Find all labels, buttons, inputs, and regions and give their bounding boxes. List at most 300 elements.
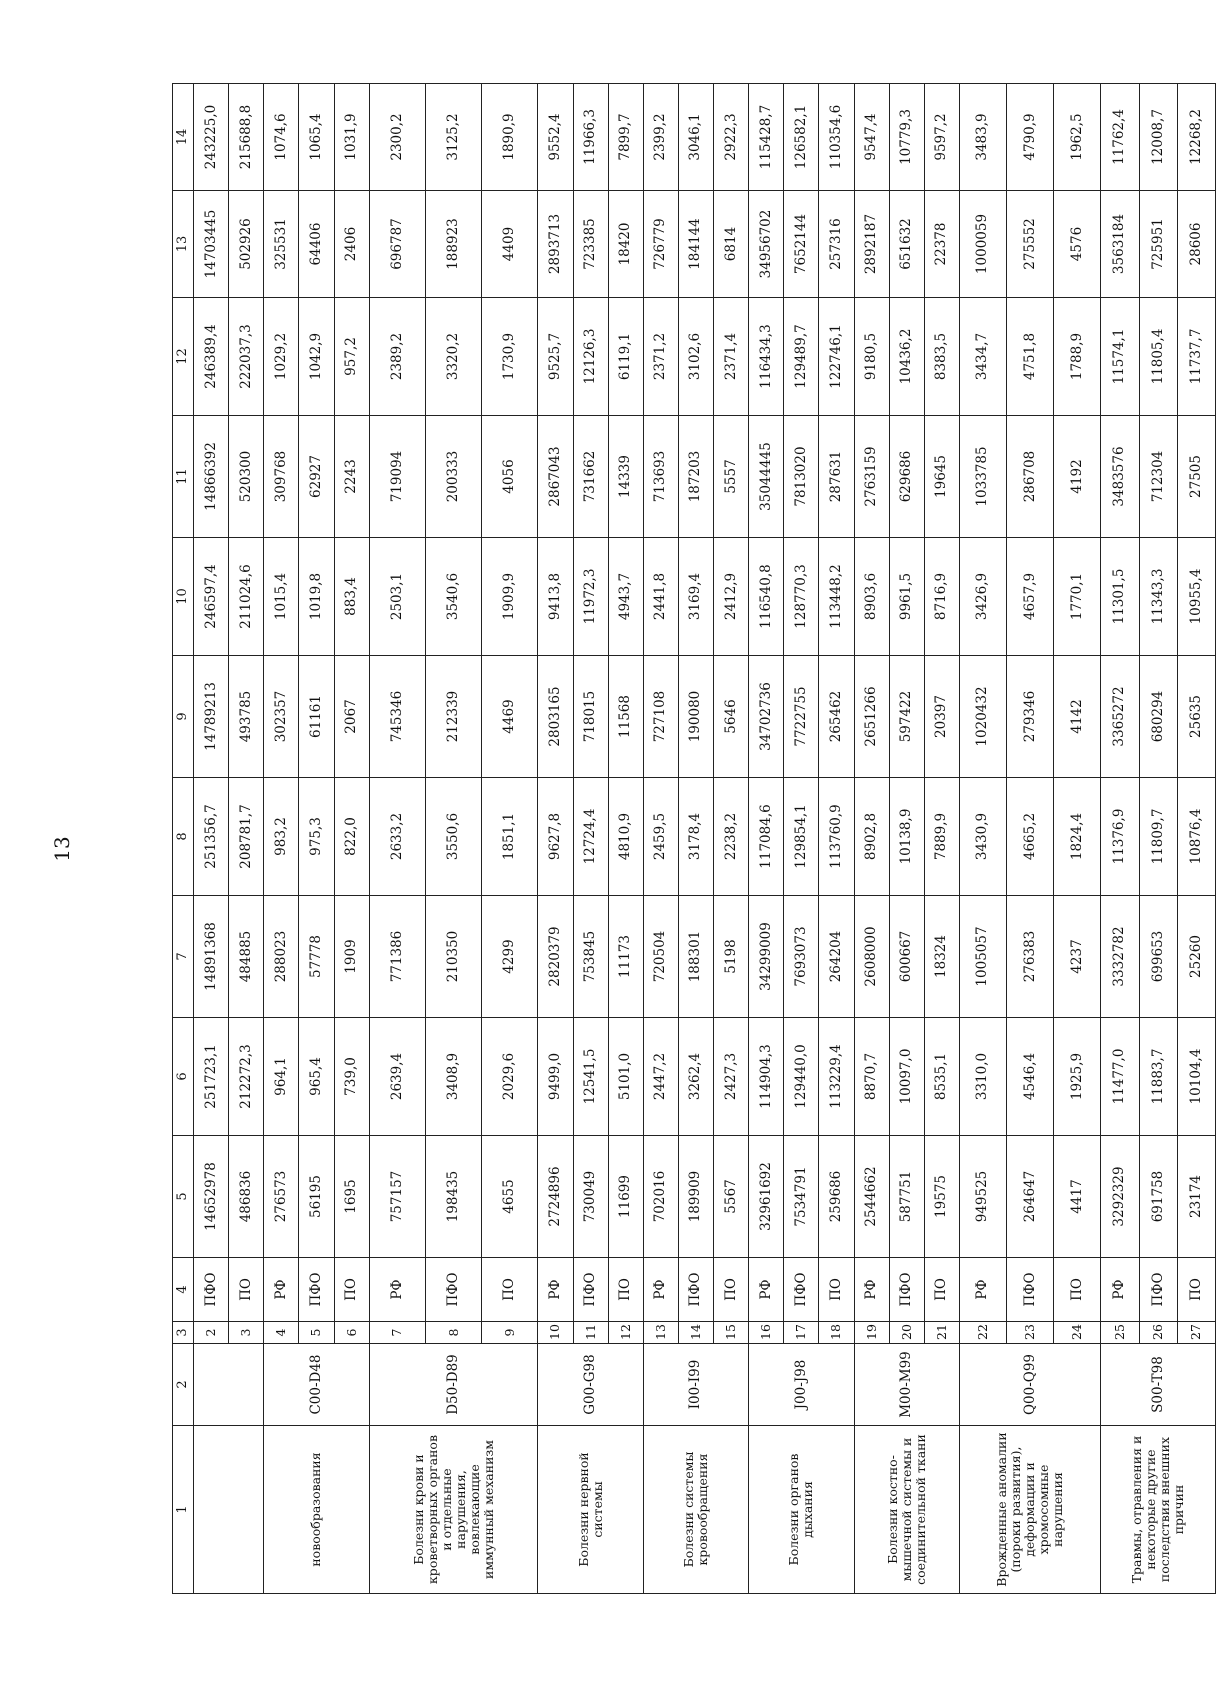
value-cell: 486836 xyxy=(229,1136,264,1258)
value-cell: 739,0 xyxy=(334,1018,369,1136)
value-cell: 1065,4 xyxy=(299,84,334,191)
value-cell: 265462 xyxy=(819,656,854,778)
value-cell: 1695 xyxy=(334,1136,369,1258)
region-label: ПФО xyxy=(194,1258,229,1322)
value-cell: 3178,4 xyxy=(678,778,713,896)
table-row xyxy=(194,84,229,1594)
column-number-header: 13 xyxy=(173,191,194,298)
statistics-table xyxy=(172,83,1216,1594)
value-cell: 200333 xyxy=(425,416,481,538)
value-cell: 3310,0 xyxy=(959,1018,1006,1136)
value-cell: 6119,1 xyxy=(608,298,643,416)
region-label: ПФО xyxy=(678,1258,713,1322)
row-number: 10 xyxy=(538,1322,573,1344)
value-cell: 2922,3 xyxy=(714,84,749,191)
value-cell: 2067 xyxy=(334,656,369,778)
row-number: 20 xyxy=(889,1322,924,1344)
value-cell: 129440,0 xyxy=(784,1018,819,1136)
row-number: 21 xyxy=(924,1322,959,1344)
row-number: 27 xyxy=(1177,1322,1215,1344)
value-cell: 9499,0 xyxy=(538,1018,573,1136)
region-label: ПО xyxy=(1177,1258,1215,1322)
value-cell: 7889,9 xyxy=(924,778,959,896)
value-cell: 198435 xyxy=(425,1136,481,1258)
value-cell: 23174 xyxy=(1177,1136,1215,1258)
value-cell: 1824,4 xyxy=(1054,778,1101,896)
value-cell: 14891368 xyxy=(194,896,229,1018)
region-label: ПО xyxy=(714,1258,749,1322)
value-cell: 11301,5 xyxy=(1101,538,1139,656)
icd-code: I00-I99 xyxy=(643,1344,748,1426)
value-cell: 188301 xyxy=(678,896,713,1018)
value-cell: 699653 xyxy=(1139,896,1177,1018)
column-number-header: 9 xyxy=(173,656,194,778)
value-cell: 4943,7 xyxy=(608,538,643,656)
value-cell: 4810,9 xyxy=(608,778,643,896)
value-cell: 771386 xyxy=(369,896,425,1018)
table-row xyxy=(959,84,1006,1594)
value-cell: 1005057 xyxy=(959,896,1006,1018)
value-cell: 727108 xyxy=(643,656,678,778)
value-cell: 14652978 xyxy=(194,1136,229,1258)
value-cell: 4237 xyxy=(1054,896,1101,1018)
row-number: 2 xyxy=(194,1322,229,1344)
value-cell: 718015 xyxy=(573,656,608,778)
region-label: РФ xyxy=(369,1258,425,1322)
value-cell: 129854,1 xyxy=(784,778,819,896)
value-cell: 257316 xyxy=(819,191,854,298)
disease-class-name: Болезни системы кровообращения xyxy=(643,1426,748,1594)
value-cell: 4299 xyxy=(482,896,538,1018)
value-cell: 1909 xyxy=(334,896,369,1018)
value-cell: 18420 xyxy=(608,191,643,298)
value-cell: 2893713 xyxy=(538,191,573,298)
icd-code: C00-D48 xyxy=(264,1344,369,1426)
value-cell: 2447,2 xyxy=(643,1018,678,1136)
value-cell: 243225,0 xyxy=(194,84,229,191)
value-cell: 1851,1 xyxy=(482,778,538,896)
value-cell: 484885 xyxy=(229,896,264,1018)
value-cell: 2544662 xyxy=(854,1136,889,1258)
value-cell: 251356,7 xyxy=(194,778,229,896)
value-cell: 2238,2 xyxy=(714,778,749,896)
value-cell: 1033785 xyxy=(959,416,1006,538)
value-cell: 115428,7 xyxy=(749,84,784,191)
value-cell: 32961692 xyxy=(749,1136,784,1258)
region-label: ПО xyxy=(924,1258,959,1322)
value-cell: 5646 xyxy=(714,656,749,778)
value-cell: 222037,3 xyxy=(229,298,264,416)
value-cell: 696787 xyxy=(369,191,425,298)
value-cell: 286708 xyxy=(1007,416,1054,538)
value-cell: 10138,9 xyxy=(889,778,924,896)
region-label: ПО xyxy=(334,1258,369,1322)
value-cell: 9180,5 xyxy=(854,298,889,416)
value-cell: 730049 xyxy=(573,1136,608,1258)
value-cell: 10779,3 xyxy=(889,84,924,191)
value-cell: 1042,9 xyxy=(299,298,334,416)
value-cell: 2412,9 xyxy=(714,538,749,656)
value-cell: 126582,1 xyxy=(784,84,819,191)
value-cell: 302357 xyxy=(264,656,299,778)
value-cell: 7899,7 xyxy=(608,84,643,191)
column-number-header: 1 xyxy=(173,1426,194,1594)
region-label: РФ xyxy=(1101,1258,1139,1322)
value-cell: 3332782 xyxy=(1101,896,1139,1018)
value-cell: 2639,4 xyxy=(369,1018,425,1136)
row-number: 14 xyxy=(678,1322,713,1344)
value-cell: 4056 xyxy=(482,416,538,538)
value-cell: 8903,6 xyxy=(854,538,889,656)
value-cell: 1019,8 xyxy=(299,538,334,656)
region-label: ПО xyxy=(608,1258,643,1322)
row-number: 13 xyxy=(643,1322,678,1344)
value-cell: 9552,4 xyxy=(538,84,573,191)
table-row xyxy=(643,84,678,1594)
table-row xyxy=(854,84,889,1594)
row-number: 16 xyxy=(749,1322,784,1344)
value-cell: 11737,7 xyxy=(1177,298,1215,416)
value-cell: 11568 xyxy=(608,656,643,778)
value-cell: 14339 xyxy=(608,416,643,538)
value-cell: 309768 xyxy=(264,416,299,538)
value-cell: 128770,3 xyxy=(784,538,819,656)
value-cell: 9961,5 xyxy=(889,538,924,656)
value-cell: 4546,4 xyxy=(1007,1018,1054,1136)
value-cell: 10097,0 xyxy=(889,1018,924,1136)
value-cell: 1730,9 xyxy=(482,298,538,416)
value-cell: 2820379 xyxy=(538,896,573,1018)
value-cell: 3169,4 xyxy=(678,538,713,656)
column-number-header: 6 xyxy=(173,1018,194,1136)
value-cell: 9413,8 xyxy=(538,538,573,656)
value-cell: 279346 xyxy=(1007,656,1054,778)
value-cell: 702016 xyxy=(643,1136,678,1258)
region-label: РФ xyxy=(538,1258,573,1322)
value-cell: 113760,9 xyxy=(819,778,854,896)
value-cell: 3125,2 xyxy=(425,84,481,191)
value-cell: 8383,5 xyxy=(924,298,959,416)
value-cell: 4409 xyxy=(482,191,538,298)
disease-class-name: Врожденные аномалии (пороки развития), деформации и хромосомные нарушения xyxy=(959,1426,1101,1594)
region-label: РФ xyxy=(959,1258,1006,1322)
value-cell: 4657,9 xyxy=(1007,538,1054,656)
value-cell: 629686 xyxy=(889,416,924,538)
value-cell: 259686 xyxy=(819,1136,854,1258)
column-number-header: 12 xyxy=(173,298,194,416)
value-cell: 726779 xyxy=(643,191,678,298)
value-cell: 1000059 xyxy=(959,191,1006,298)
value-cell: 188923 xyxy=(425,191,481,298)
value-cell: 25635 xyxy=(1177,656,1215,778)
value-cell: 189909 xyxy=(678,1136,713,1258)
table-row xyxy=(538,84,573,1594)
value-cell: 64406 xyxy=(299,191,334,298)
value-cell: 246597,4 xyxy=(194,538,229,656)
value-cell: 12541,5 xyxy=(573,1018,608,1136)
value-cell: 11972,3 xyxy=(573,538,608,656)
value-cell: 680294 xyxy=(1139,656,1177,778)
value-cell: 822,0 xyxy=(334,778,369,896)
disease-class-name: Болезни костно-мышечной системы и соединительной ткани xyxy=(854,1426,959,1594)
value-cell: 1962,5 xyxy=(1054,84,1101,191)
row-number: 19 xyxy=(854,1322,889,1344)
region-label: ПФО xyxy=(889,1258,924,1322)
region-label: ПФО xyxy=(573,1258,608,1322)
icd-code xyxy=(194,1344,264,1426)
row-number: 6 xyxy=(334,1322,369,1344)
value-cell: 61161 xyxy=(299,656,334,778)
icd-code: J00-J98 xyxy=(749,1344,854,1426)
region-label: ПО xyxy=(1054,1258,1101,1322)
value-cell: 2300,2 xyxy=(369,84,425,191)
value-cell: 25260 xyxy=(1177,896,1215,1018)
value-cell: 1020432 xyxy=(959,656,1006,778)
value-cell: 1788,9 xyxy=(1054,298,1101,416)
value-cell: 3550,6 xyxy=(425,778,481,896)
value-cell: 62927 xyxy=(299,416,334,538)
value-cell: 276573 xyxy=(264,1136,299,1258)
value-cell: 719094 xyxy=(369,416,425,538)
value-cell: 757157 xyxy=(369,1136,425,1258)
value-cell: 34956702 xyxy=(749,191,784,298)
column-number-header: 7 xyxy=(173,896,194,1018)
value-cell: 215688,8 xyxy=(229,84,264,191)
value-cell: 7534791 xyxy=(784,1136,819,1258)
value-cell: 883,4 xyxy=(334,538,369,656)
value-cell: 4417 xyxy=(1054,1136,1101,1258)
region-label: ПО xyxy=(819,1258,854,1322)
row-number: 12 xyxy=(608,1322,643,1344)
region-label: ПФО xyxy=(1007,1258,1054,1322)
row-number: 26 xyxy=(1139,1322,1177,1344)
row-number: 18 xyxy=(819,1322,854,1344)
value-cell: 7693073 xyxy=(784,896,819,1018)
column-number-header: 3 xyxy=(173,1322,194,1344)
icd-code: M00-M99 xyxy=(854,1344,959,1426)
value-cell: 10876,4 xyxy=(1177,778,1215,896)
value-cell: 1029,2 xyxy=(264,298,299,416)
row-number: 9 xyxy=(482,1322,538,1344)
region-label: ПО xyxy=(482,1258,538,1322)
value-cell: 117084,6 xyxy=(749,778,784,896)
value-cell: 745346 xyxy=(369,656,425,778)
value-cell: 975,3 xyxy=(299,778,334,896)
value-cell: 5101,0 xyxy=(608,1018,643,1136)
value-cell: 720504 xyxy=(643,896,678,1018)
value-cell: 14866392 xyxy=(194,416,229,538)
row-number: 5 xyxy=(299,1322,334,1344)
value-cell: 14789213 xyxy=(194,656,229,778)
value-cell: 28606 xyxy=(1177,191,1215,298)
value-cell: 3408,9 xyxy=(425,1018,481,1136)
value-cell: 11762,4 xyxy=(1101,84,1139,191)
region-label: РФ xyxy=(854,1258,889,1322)
value-cell: 2243 xyxy=(334,416,369,538)
value-cell: 110354,6 xyxy=(819,84,854,191)
row-number: 23 xyxy=(1007,1322,1054,1344)
region-label: РФ xyxy=(264,1258,299,1322)
table-row xyxy=(749,84,784,1594)
value-cell: 3292329 xyxy=(1101,1136,1139,1258)
value-cell: 287631 xyxy=(819,416,854,538)
value-cell: 4751,8 xyxy=(1007,298,1054,416)
value-cell: 10104,4 xyxy=(1177,1018,1215,1136)
value-cell: 731662 xyxy=(573,416,608,538)
value-cell: 20397 xyxy=(924,656,959,778)
value-cell: 9547,4 xyxy=(854,84,889,191)
icd-code: G00-G98 xyxy=(538,1344,643,1426)
value-cell: 11966,3 xyxy=(573,84,608,191)
value-cell: 116434,3 xyxy=(749,298,784,416)
row-number: 24 xyxy=(1054,1322,1101,1344)
value-cell: 14703445 xyxy=(194,191,229,298)
value-cell: 9597,2 xyxy=(924,84,959,191)
column-number-header: 11 xyxy=(173,416,194,538)
value-cell: 597422 xyxy=(889,656,924,778)
value-cell: 264647 xyxy=(1007,1136,1054,1258)
value-cell: 8870,7 xyxy=(854,1018,889,1136)
value-cell: 4576 xyxy=(1054,191,1101,298)
value-cell: 275552 xyxy=(1007,191,1054,298)
value-cell: 11883,7 xyxy=(1139,1018,1177,1136)
value-cell: 3434,7 xyxy=(959,298,1006,416)
value-cell: 276383 xyxy=(1007,896,1054,1018)
value-cell: 7813020 xyxy=(784,416,819,538)
value-cell: 4469 xyxy=(482,656,538,778)
region-label: ПФО xyxy=(1139,1258,1177,1322)
value-cell: 246389,4 xyxy=(194,298,229,416)
row-number: 17 xyxy=(784,1322,819,1344)
value-cell: 264204 xyxy=(819,896,854,1018)
value-cell: 2651266 xyxy=(854,656,889,778)
value-cell: 983,2 xyxy=(264,778,299,896)
value-cell: 184144 xyxy=(678,191,713,298)
value-cell: 493785 xyxy=(229,656,264,778)
value-cell: 2608000 xyxy=(854,896,889,1018)
value-cell: 753845 xyxy=(573,896,608,1018)
value-cell: 587751 xyxy=(889,1136,924,1258)
value-cell: 8902,8 xyxy=(854,778,889,896)
value-cell: 4192 xyxy=(1054,416,1101,538)
value-cell: 2427,3 xyxy=(714,1018,749,1136)
value-cell: 2633,2 xyxy=(369,778,425,896)
region-label: ПФО xyxy=(784,1258,819,1322)
value-cell: 9627,8 xyxy=(538,778,573,896)
value-cell: 12268,2 xyxy=(1177,84,1215,191)
value-cell: 19645 xyxy=(924,416,959,538)
value-cell: 8716,9 xyxy=(924,538,959,656)
value-cell: 949525 xyxy=(959,1136,1006,1258)
value-cell: 651632 xyxy=(889,191,924,298)
row-number: 22 xyxy=(959,1322,1006,1344)
header-row xyxy=(173,84,194,1594)
row-number: 15 xyxy=(714,1322,749,1344)
value-cell: 2406 xyxy=(334,191,369,298)
value-cell: 208781,7 xyxy=(229,778,264,896)
column-number-header: 4 xyxy=(173,1258,194,1322)
disease-class-name: Болезни органов дыхания xyxy=(749,1426,854,1594)
value-cell: 1925,9 xyxy=(1054,1018,1101,1136)
value-cell: 11699 xyxy=(608,1136,643,1258)
value-cell: 10955,4 xyxy=(1177,538,1215,656)
value-cell: 2459,5 xyxy=(643,778,678,896)
value-cell: 712304 xyxy=(1139,416,1177,538)
value-cell: 12008,7 xyxy=(1139,84,1177,191)
row-number: 3 xyxy=(229,1322,264,1344)
value-cell: 3430,9 xyxy=(959,778,1006,896)
disease-class-name: Болезни нервной системы xyxy=(538,1426,643,1594)
value-cell: 11574,1 xyxy=(1101,298,1139,416)
column-number-header: 10 xyxy=(173,538,194,656)
value-cell: 114904,3 xyxy=(749,1018,784,1136)
value-cell: 723385 xyxy=(573,191,608,298)
value-cell: 8535,1 xyxy=(924,1018,959,1136)
value-cell: 11343,3 xyxy=(1139,538,1177,656)
rotated-table-container xyxy=(172,84,1216,1594)
value-cell: 1770,1 xyxy=(1054,538,1101,656)
value-cell: 113448,2 xyxy=(819,538,854,656)
region-label: ПО xyxy=(229,1258,264,1322)
value-cell: 190080 xyxy=(678,656,713,778)
region-label: РФ xyxy=(643,1258,678,1322)
icd-code: S00-T98 xyxy=(1101,1344,1216,1426)
value-cell: 2763159 xyxy=(854,416,889,538)
value-cell: 502926 xyxy=(229,191,264,298)
value-cell: 5198 xyxy=(714,896,749,1018)
value-cell: 5557 xyxy=(714,416,749,538)
value-cell: 3483,9 xyxy=(959,84,1006,191)
icd-code: D50-D89 xyxy=(369,1344,538,1426)
value-cell: 1031,9 xyxy=(334,84,369,191)
value-cell: 113229,4 xyxy=(819,1018,854,1136)
value-cell: 1890,9 xyxy=(482,84,538,191)
column-number-header: 5 xyxy=(173,1136,194,1258)
value-cell: 57778 xyxy=(299,896,334,1018)
value-cell: 11805,4 xyxy=(1139,298,1177,416)
value-cell: 11376,9 xyxy=(1101,778,1139,896)
table-row xyxy=(264,84,299,1594)
value-cell: 2803165 xyxy=(538,656,573,778)
value-cell: 957,2 xyxy=(334,298,369,416)
value-cell: 9525,7 xyxy=(538,298,573,416)
value-cell: 520300 xyxy=(229,416,264,538)
value-cell: 122746,1 xyxy=(819,298,854,416)
value-cell: 4655 xyxy=(482,1136,538,1258)
value-cell: 116540,8 xyxy=(749,538,784,656)
disease-class-name: Травмы, отравления и некоторые другие последствия внешних причин xyxy=(1101,1426,1216,1594)
value-cell: 27505 xyxy=(1177,416,1215,538)
value-cell: 34299009 xyxy=(749,896,784,1018)
value-cell: 3426,9 xyxy=(959,538,1006,656)
value-cell: 2371,4 xyxy=(714,298,749,416)
value-cell: 725951 xyxy=(1139,191,1177,298)
value-cell: 2724896 xyxy=(538,1136,573,1258)
value-cell: 1074,6 xyxy=(264,84,299,191)
value-cell: 691758 xyxy=(1139,1136,1177,1258)
value-cell: 5567 xyxy=(714,1136,749,1258)
disease-class-name: новообразования xyxy=(264,1426,369,1594)
value-cell: 18324 xyxy=(924,896,959,1018)
value-cell: 3540,6 xyxy=(425,538,481,656)
row-number: 25 xyxy=(1101,1322,1139,1344)
value-cell: 2441,8 xyxy=(643,538,678,656)
value-cell: 325531 xyxy=(264,191,299,298)
value-cell: 2892187 xyxy=(854,191,889,298)
value-cell: 34702736 xyxy=(749,656,784,778)
value-cell: 2867043 xyxy=(538,416,573,538)
table-body xyxy=(173,84,1216,1594)
